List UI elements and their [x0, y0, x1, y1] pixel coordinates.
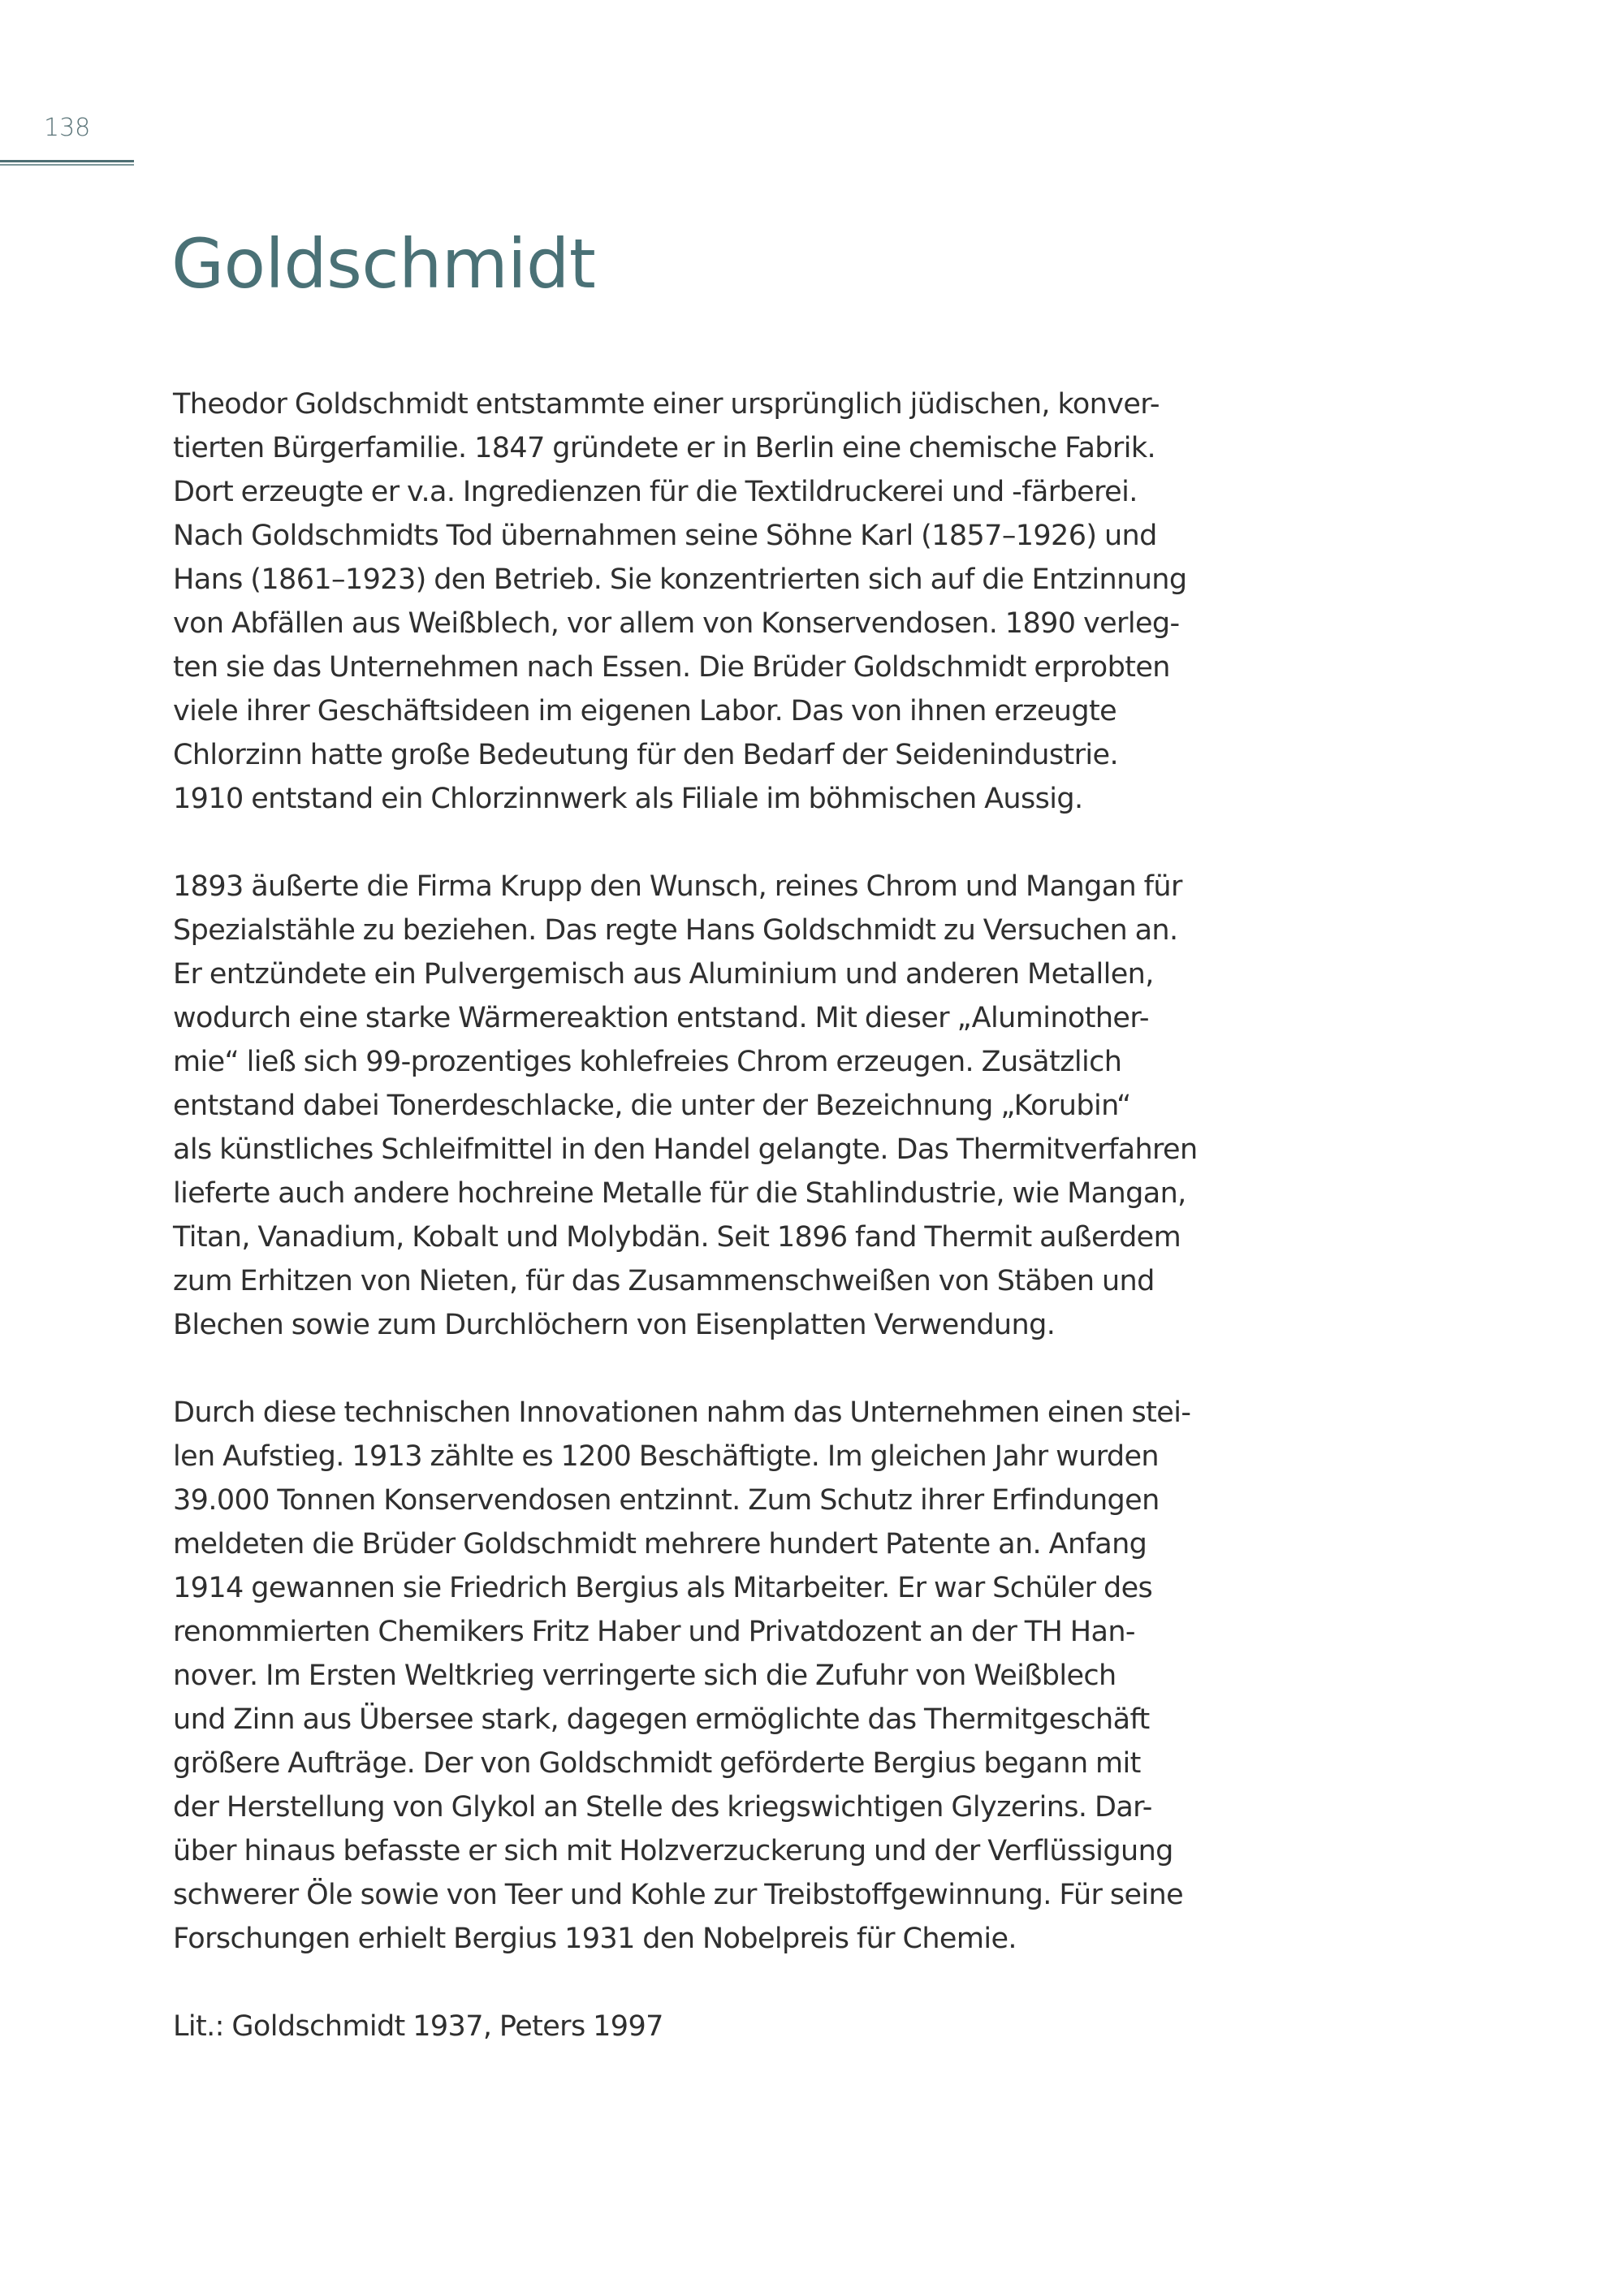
body-text: [173, 382, 1277, 2048]
header-rule-thin: [0, 164, 134, 166]
text-line: und Zinn aus Übersee stark, dagegen ermöglichte das Thermitgeschäft: [173, 1703, 1150, 1736]
text-line: wodurch eine starke Wärmereaktion entstand. Mit dieser „Aluminother-: [173, 1002, 1149, 1034]
text-line: Titan, Vanadium, Kobalt und Molybdän. Seit 1896 fand Thermit außerdem: [173, 1221, 1181, 1254]
page-number: 138: [44, 114, 91, 142]
text-line: Nach Goldschmidts Tod übernahmen seine Söhne Karl (1857–1926) und: [173, 520, 1157, 552]
text-line: Blechen sowie zum Durchlöchern von Eisenplatten Verwendung.: [173, 1309, 1056, 1341]
paragraph-2: [173, 865, 1277, 1347]
text-line: größere Aufträge. Der von Goldschmidt geförderte Bergius begann mit: [173, 1747, 1141, 1780]
text-line: zum Erhitzen von Nieten, für das Zusammenschweißen von Stäben und: [173, 1265, 1155, 1297]
text-line: 1914 gewannen sie Friedrich Bergius als Mitarbeiter. Er war Schüler des: [173, 1572, 1153, 1604]
page-title: Goldschmidt: [171, 224, 596, 304]
text-line: len Aufstieg. 1913 zählte es 1200 Beschäftigte. Im gleichen Jahr wurden: [173, 1440, 1160, 1473]
text-line: renommierten Chemikers Fritz Haber und Privatdozent an der TH Han-: [173, 1616, 1135, 1648]
text-line: 1910 entstand ein Chlorzinnwerk als Filiale im böhmischen Aussig.: [173, 783, 1083, 815]
paragraph-1: [173, 382, 1277, 821]
text-line: von Abfällen aus Weißblech, vor allem von Konservendosen. 1890 verleg-: [173, 607, 1180, 640]
text-line: schwerer Öle sowie von Teer und Kohle zur Treibstoffgewinnung. Für seine: [173, 1879, 1184, 1911]
literature-reference: Lit.: Goldschmidt 1937, Peters 1997: [173, 2010, 663, 2043]
text-line: Durch diese technischen Innovationen nahm das Unternehmen einen stei-: [173, 1396, 1191, 1429]
text-line: entstand dabei Tonerdeschlacke, die unter der Bezeichnung „Korubin“: [173, 1090, 1131, 1122]
text-line: Chlorzinn hatte große Bedeutung für den Bedarf der Seidenindustrie.: [173, 739, 1118, 771]
text-line: Theodor Goldschmidt entstammte einer ursprünglich jüdischen, konver-: [173, 388, 1160, 421]
text-line: über hinaus befasste er sich mit Holzverzuckerung und der Verflüssigung: [173, 1835, 1173, 1867]
text-line: Er entzündete ein Pulvergemisch aus Aluminium und anderen Metallen,: [173, 958, 1154, 991]
text-line: mie“ ließ sich 99-prozentiges kohlefreies Chrom erzeugen. Zusätzlich: [173, 1046, 1122, 1078]
text-line: meldeten die Brüder Goldschmidt mehrere hundert Patente an. Anfang: [173, 1528, 1147, 1560]
text-line: als künstliches Schleifmittel in den Handel gelangte. Das Thermitverfahren: [173, 1133, 1198, 1166]
text-line: 1893 äußerte die Firma Krupp den Wunsch, reines Chrom und Mangan für: [173, 870, 1182, 903]
text-line: Hans (1861–1923) den Betrieb. Sie konzentrierten sich auf die Entzinnung: [173, 563, 1187, 596]
text-line: der Herstellung von Glykol an Stelle des kriegswichtigen Glyzerins. Dar-: [173, 1791, 1152, 1824]
paragraph-3: [173, 1391, 1277, 1961]
text-line: Dort erzeugte er v.a. Ingredienzen für die Textildruckerei und -färberei.: [173, 476, 1138, 508]
text-line: Forschungen erhielt Bergius 1931 den Nobelpreis für Chemie.: [173, 1923, 1017, 1955]
text-line: ten sie das Unternehmen nach Essen. Die Brüder Goldschmidt erprobten: [173, 651, 1170, 684]
header-rule-thick: [0, 160, 134, 162]
text-line: viele ihrer Geschäftsideen im eigenen Labor. Das von ihnen erzeugte: [173, 695, 1117, 727]
text-line: 39.000 Tonnen Konservendosen entzinnt. Zum Schutz ihrer Erfindungen: [173, 1484, 1160, 1517]
text-line: nover. Im Ersten Weltkrieg verringerte sich die Zufuhr von Weißblech: [173, 1660, 1116, 1692]
text-line: Spezialstähle zu beziehen. Das regte Hans Goldschmidt zu Versuchen an.: [173, 914, 1178, 947]
text-line: lieferte auch andere hochreine Metalle für die Stahlindustrie, wie Mangan,: [173, 1177, 1186, 1210]
text-line: tierten Bürgerfamilie. 1847 gründete er in Berlin eine chemische Fabrik.: [173, 432, 1156, 464]
